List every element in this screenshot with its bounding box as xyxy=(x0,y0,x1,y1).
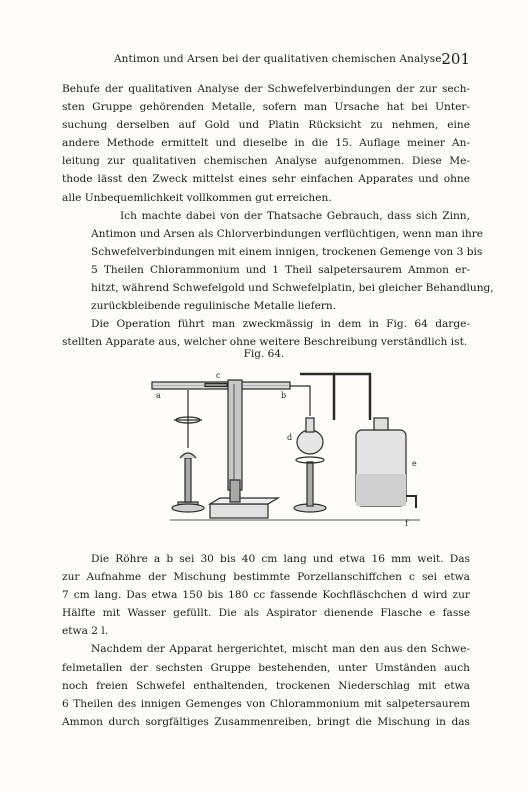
running-header xyxy=(62,50,470,70)
label-e: e xyxy=(412,459,417,468)
paragraph xyxy=(62,80,470,207)
text-line: sten Gruppe gehörenden Metalle, sofern man Ursache hat bei Unter- xyxy=(62,101,470,114)
text-line: leitung zur qualitativen chemischen Analyse aufgenommen. Diese Me- xyxy=(62,155,470,168)
text-block-bottom xyxy=(62,550,470,731)
paragraph xyxy=(62,640,470,730)
text-line: andere Methode ermittelt und dieselbe in die 15. Auflage meiner An- xyxy=(62,137,470,150)
text-line: Die Röhre a b sei 30 bis 40 cm lang und etwa 16 mm weit. Das xyxy=(91,553,470,565)
flask-d xyxy=(297,430,323,454)
porcelain-boat xyxy=(205,384,227,387)
label-c: c xyxy=(216,371,221,380)
text-line: 6 Theilen des innigen Gemenges von Chlorammonium mit salpetersaurem xyxy=(62,697,470,710)
burner-right xyxy=(294,418,326,512)
text-line: Die Operation führt man zweckmässig in dem in Fig. 64 darge- xyxy=(91,318,470,331)
paragraph xyxy=(62,315,470,351)
text-block-top xyxy=(62,80,494,351)
text-line: alle Unbequemlichkeit vollkommen gut erreichen. xyxy=(62,191,332,204)
running-title: Antimon und Arsen bei der qualitativen chemischen Analyse. xyxy=(114,53,446,65)
text-line: Antimon und Arsen als Chlorverbindungen verflüchtigen, wenn man ihre xyxy=(91,227,484,240)
apparatus-figure xyxy=(150,362,430,540)
apparatus-illustration xyxy=(150,362,430,540)
text-line: 5 Theilen Chlorammonium und 1 Theil salpetersaurem Ammon er- xyxy=(91,263,470,276)
label-d: d xyxy=(287,433,293,442)
figure-caption: Fig. 64. xyxy=(243,348,285,360)
text-line: Ammon durch sorgfältiges Zusammenreiben, bringt die Mischung in das xyxy=(62,715,470,728)
text-line: zurückbleibende regulinische Metalle liefern. xyxy=(91,300,337,313)
text-line: Behufe der qualitativen Analyse der Schwefelverbindungen der zur sech- xyxy=(62,83,470,95)
text-line: Schwefelverbindungen mit einem innigen, trockenen Gemenge von 3 bis xyxy=(91,245,483,258)
label-b: b xyxy=(281,391,287,400)
text-line: thode lässt den Zweck mittelst eines sehr einfachen Apparates und ohne xyxy=(62,173,470,186)
text-line: Nachdem der Apparat hergerichtet, mischt man den aus den Schwe- xyxy=(91,643,470,656)
text-line: noch freien Schwefel enthaltenden, trockenen Niederschlag mit etwa xyxy=(62,679,470,692)
text-line: etwa 2 l. xyxy=(62,625,109,638)
label-f: f xyxy=(405,519,408,528)
label-a: a xyxy=(156,391,161,400)
aspirator-bottle xyxy=(334,374,416,508)
text-line: stellten Apparate aus, welcher ohne weitere Beschreibung verständlich ist. xyxy=(62,336,468,349)
clamp-stand xyxy=(210,380,278,518)
page-number: 201 xyxy=(441,50,470,68)
paragraph xyxy=(62,550,470,640)
text-line: Ich machte dabei von der Thatsache Gebrauch, dass sich Zinn, xyxy=(120,209,470,222)
text-line: felmetallen der sechsten Gruppe bestehenden, unter Umständen auch xyxy=(62,661,470,674)
text-line: Hälfte mit Wasser gefüllt. Die als Aspirator dienende Flasche e fasse xyxy=(62,607,470,620)
paragraph xyxy=(62,207,494,316)
text-line: zur Aufnahme der Mischung bestimmte Porzellanschiffchen c sei etwa xyxy=(62,571,470,584)
text-line: hitzt, während Schwefelgold und Schwefelplatin, bei gleicher Behandlung, xyxy=(91,282,494,295)
text-line: 7 cm lang. Das etwa 150 bis 180 cc fassende Kochfläschchen d wird zur xyxy=(62,589,470,602)
text-line: suchung derselben auf Gold und Platin Rücksicht zu nehmen, eine xyxy=(62,119,470,132)
burner-left xyxy=(172,390,204,512)
